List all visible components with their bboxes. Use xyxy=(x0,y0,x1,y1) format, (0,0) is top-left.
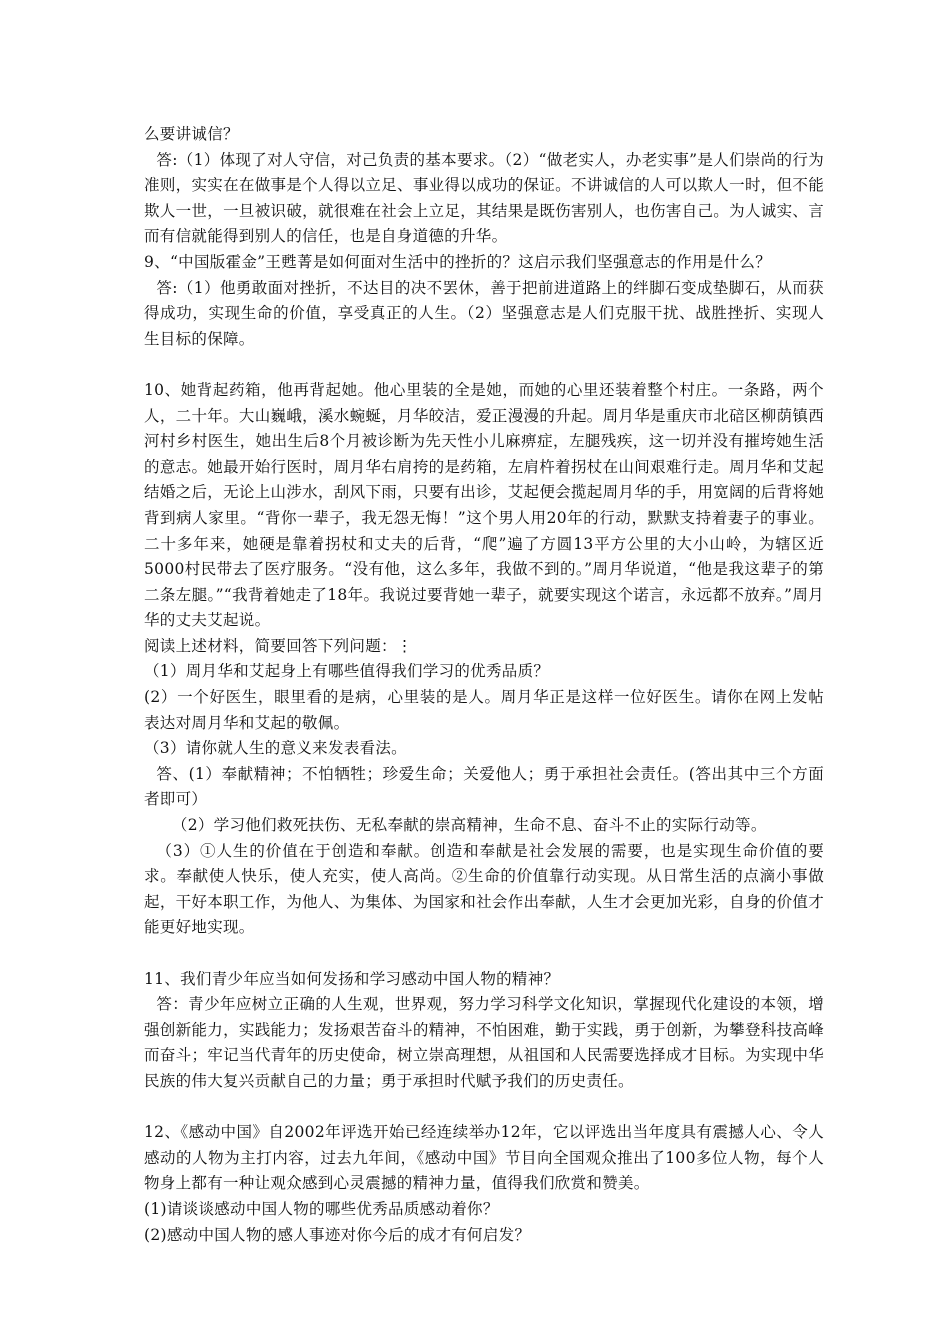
answer-paragraph: 答:（1）他勇敢面对挫折，不达目的决不罢休，善于把前进道路上的绊脚石变成垫脚石，从而获得成功，实现生命的价值，享受真正的人生。（2）坚强意志是人们克服干扰、战胜挫折、实现人生目标的保障。 xyxy=(144,278,824,348)
question-12-material: 12、《感动中国》自2002年评选开始已经连续举办12年，它以评选出当年度具有震撼人心、令人感动的人物为主打内容，过去九年间，《感动中国》节目向全国观众推出了100多位人物，每个人物身上都有一种让观众感到心灵震撼的精神力量，值得我们欣赏和赞美。 xyxy=(144,1123,824,1193)
blank-line xyxy=(144,352,824,378)
question-10-material: 10、她背起药箱，他再背起她。他心里装的全是她，而她的心里还装着整个村庄。一条路，两个人，二十年。大山巍峨，溪水蜿蜒，月华皎洁，爱正漫漫的升起。周月华是重庆市北碚区柳荫镇西河村乡村医生，她出生后8个月被诊断为先天性小儿麻痹症，左腿残疾，这一切并没有摧垮她生活的意志。她最开始行医时，周月华右肩挎的是药箱，左肩杵着拐杖在山间艰难行走。周月华和艾起结婚之后，无论上山涉水，刮风下雨，只要有出诊，艾起便会揽起周月华的手，用宽阔的后背将她背到病人家里。“背你一辈子，我无怨无悔！”这个男人用20年的行动，默默支持着妻子的事业。二十多年来，她硬是靠着拐杖和丈夫的后背，“爬”遍了方圆13平方公里的大小山岭，为辖区近5000村民带去了医疗服务。“没有他，这么多年，我做不到的。”周月华说道，“他是我这辈子的第二条左腿。”“我背着她走了18年。我说过要背她一辈子，就要实现这个诺言，永远都不放弃。”周月华的丈夫艾起说。 xyxy=(144,380,824,630)
question-11: 11、我们青少年应当如何发扬和学习感动中国人物的精神？ xyxy=(144,969,560,988)
answer-paragraph: （3）①人生的价值在于创造和奉献。创造和奉献是社会发展的需要，也是实现生命价值的要求。奉献使人快乐，使人充实，使人高尚。②生命的价值靠行动实现。从日常生活的点滴小事做起，干好本职工作，为他人、为集体、为国家和社会作出奉献，人生才会更加光彩，自身的价值才能更好地实现。 xyxy=(144,841,824,937)
answer-paragraph: 答、(1）奉献精神；不怕牺牲；珍爱生命；关爱他人；勇于承担社会责任。(答出其中三个方面者即可） xyxy=(144,764,824,809)
answer-paragraph: （2）学习他们救死扶伤、无私奉献的崇高精神，生命不息、奋斗不止的实际行动等。 xyxy=(171,816,767,835)
answer-paragraph: 答:（1）体现了对人守信，对己负责的基本要求。（2）“做老实人，办老实事”是人们崇尚的行为准则，实实在在做事是个人得以立足、事业得以成功的保证。不讲诚信的人可以欺人一时，但不能欺人一世，一旦被识破，就很难在社会上立足，其结果是既伤害别人，也伤害自己。为人诚实、言而有信就能得到别人的信任，也是自身道德的升华。 xyxy=(144,150,824,246)
sub-question: (2）一个好医生，眼里看的是病，心里装的是人。周月华正是这样一位好医生。请你在网上发帖表达对周月华和艾起的敬佩。 xyxy=(144,688,824,732)
sub-question: （3）请你就人生的意义来发表看法。 xyxy=(144,739,407,758)
paragraph-text: 么要讲诚信？ xyxy=(144,125,239,143)
question-9: 9、“中国版霍金”王甦菁是如何面对生活中的挫折的？这启示我们坚强意志的作用是什么？ xyxy=(144,252,772,271)
sub-question: (1)请谈谈感动中国人物的哪些优秀品质感动着你？ xyxy=(144,1199,499,1218)
document-body xyxy=(144,122,824,1248)
reading-instruction: 阅读上述材料，简要回答下列问题：⋮ xyxy=(144,636,413,655)
sub-question: (2)感动中国人物的感人事迹对你今后的成才有何启发？ xyxy=(144,1225,531,1244)
answer-paragraph: 答：青少年应树立正确的人生观，世界观，努力学习科学文化知识，掌握现代化建设的本领，增强创新能力，实践能力；发扬艰苦奋斗的精神，不怕困难，勤于实践，勇于创新，为攀登科技高峰而奋斗；牢记当代青年的历史使命，树立崇高理想，从祖国和人民需要选择成才目标。为实现中华民族的伟大复兴贡献自己的力量；勇于承担时代赋予我们的历史责任。 xyxy=(144,995,824,1090)
sub-question: （1）周月华和艾起身上有哪些值得我们学习的优秀品质？ xyxy=(144,662,550,681)
blank-line xyxy=(144,941,824,967)
blank-line xyxy=(144,1095,824,1121)
